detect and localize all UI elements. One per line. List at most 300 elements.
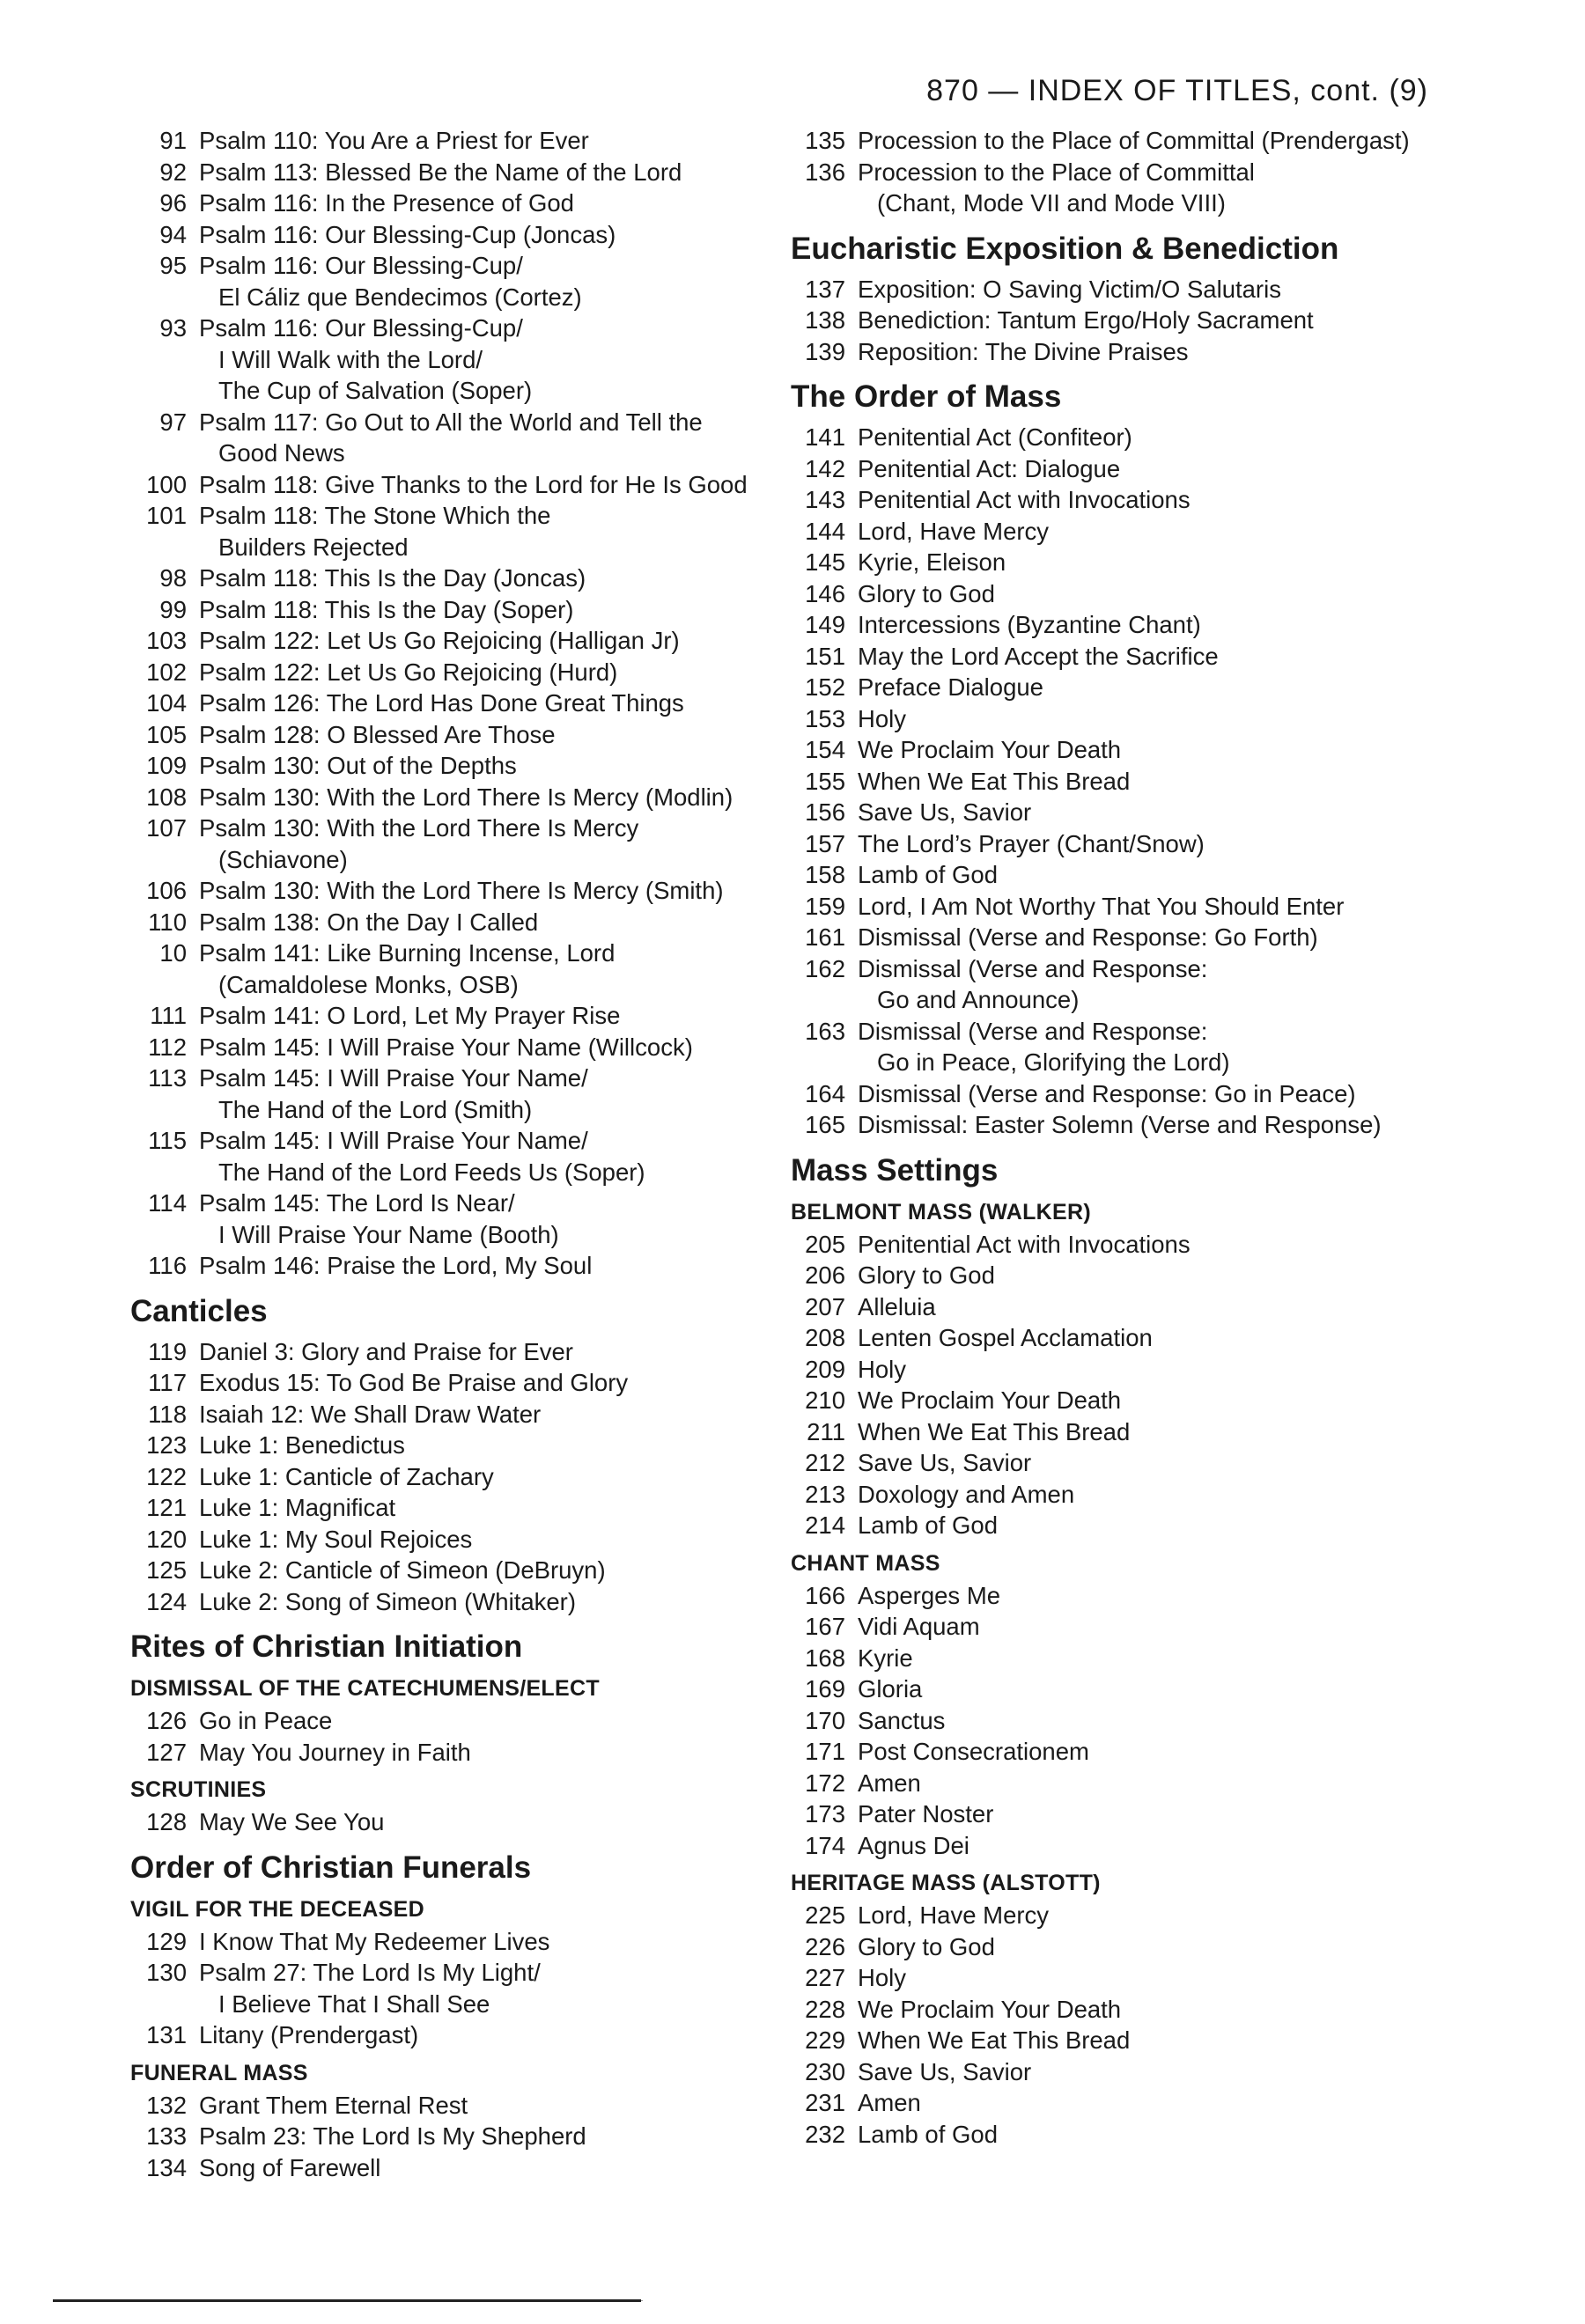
index-entry <box>791 484 1460 516</box>
entry-title: The Hand of the Lord Feeds Us (Soper) <box>218 1158 645 1186</box>
index-entry <box>130 1586 782 1618</box>
index-entry <box>130 594 782 626</box>
index-entry <box>130 750 782 782</box>
index-entry <box>130 1367 782 1399</box>
index-entry-continuation <box>130 1157 782 1188</box>
entry-number: 128 <box>146 1808 187 1835</box>
entry-number: 155 <box>805 767 845 795</box>
entry-number: 168 <box>805 1644 845 1672</box>
entry-title: Psalm 126: The Lord Has Done Great Things <box>199 689 684 717</box>
entry-title: When We Eat This Bread <box>858 2026 1131 2054</box>
footer-rule <box>53 2299 641 2302</box>
entry-number: 136 <box>805 158 845 186</box>
index-entry <box>791 1643 1460 1674</box>
index-entry <box>791 336 1460 368</box>
entry-number: 135 <box>805 127 845 154</box>
entry-number: 151 <box>805 642 845 670</box>
committal-list <box>791 125 1460 219</box>
entry-number: 149 <box>805 611 845 638</box>
entry-title: El Cáliz que Bendecimos (Cortez) <box>218 283 582 311</box>
index-entry <box>130 1492 782 1524</box>
index-entry <box>791 1705 1460 1737</box>
entry-number: 99 <box>159 595 187 623</box>
entry-number: 102 <box>146 658 187 686</box>
rites-heading: Rites of Christian Initiation <box>130 1629 523 1664</box>
entry-number: 166 <box>805 1581 845 1609</box>
entry-title: Glory to God <box>858 579 995 607</box>
entry-number: 139 <box>805 337 845 365</box>
index-entry <box>791 2119 1460 2151</box>
index-entry <box>791 1479 1460 1511</box>
entry-title: (Chant, Mode VII and Mode VIII) <box>877 189 1226 217</box>
funeral-mass-subheading: FUNERAL MASS <box>130 2060 308 2085</box>
entry-number: 117 <box>148 1369 187 1396</box>
entry-title: Kyrie, Eleison <box>858 548 1006 576</box>
dismissal-subheading: DISMISSAL OF THE CATECHUMENS/ELECT <box>130 1676 600 1701</box>
entry-number: 227 <box>805 1964 845 1991</box>
index-entry <box>791 641 1460 673</box>
entry-title: May the Lord Accept the Sacrifice <box>858 642 1219 670</box>
entry-number: 205 <box>805 1230 845 1258</box>
index-entry <box>130 813 782 844</box>
index-entry <box>791 1109 1460 1141</box>
entry-title: Gloria <box>858 1675 923 1703</box>
index-entry <box>791 859 1460 891</box>
entry-number: 163 <box>805 1017 845 1045</box>
entry-title: Lord, Have Mercy <box>858 517 1050 545</box>
index-entry <box>791 1673 1460 1705</box>
index-entry <box>130 907 782 938</box>
entry-title: We Proclaim Your Death <box>858 736 1122 763</box>
index-entry <box>791 672 1460 703</box>
index-entry <box>130 1705 782 1737</box>
index-entry <box>130 2090 782 2122</box>
entry-title: Lenten Gospel Acclamation <box>858 1324 1153 1351</box>
entry-number: 113 <box>148 1064 187 1092</box>
entry-title: Psalm 110: You Are a Priest for Ever <box>199 127 589 154</box>
entry-title: Psalm 128: O Blessed Are Those <box>199 720 556 748</box>
index-entry <box>791 609 1460 641</box>
heritage-subheading: HERITAGE MASS (ALSTOTT) <box>791 1871 1101 1895</box>
entry-number: 104 <box>146 689 187 717</box>
entry-title: We Proclaim Your Death <box>858 1995 1122 2023</box>
index-entry-continuation <box>130 969 782 1001</box>
entry-number: 153 <box>805 704 845 732</box>
entry-title: Good News <box>218 439 345 467</box>
index-entry <box>791 1447 1460 1479</box>
entry-title: We Proclaim Your Death <box>858 1386 1122 1414</box>
entry-number: 133 <box>146 2122 187 2150</box>
index-entry <box>130 125 782 157</box>
index-entry <box>130 2019 782 2051</box>
entry-title: Save Us, Savior <box>858 1449 1032 1476</box>
entry-title: Litany (Prendergast) <box>199 2021 419 2048</box>
entry-title: Post Consecrationem <box>858 1738 1089 1765</box>
entry-title: Psalm 141: Like Burning Incense, Lord <box>199 939 616 967</box>
index-entry <box>130 1032 782 1063</box>
entry-number: 167 <box>805 1613 845 1640</box>
entry-title: Asperges Me <box>858 1581 1001 1609</box>
index-entry <box>791 125 1460 157</box>
entry-number: 157 <box>805 829 845 857</box>
entry-title: Psalm 118: This Is the Day (Joncas) <box>199 564 586 592</box>
entry-number: 173 <box>805 1800 845 1828</box>
index-entry-continuation <box>130 1989 782 2020</box>
index-entry <box>791 1354 1460 1386</box>
index-entry <box>791 305 1460 336</box>
index-entry-continuation <box>130 375 782 407</box>
entry-title: Go and Announce) <box>877 986 1080 1013</box>
entry-number: 94 <box>159 220 187 248</box>
index-entry <box>791 766 1460 798</box>
index-entry <box>130 469 782 501</box>
entry-title: Isaiah 12: We Shall Draw Water <box>199 1400 542 1428</box>
index-entry-continuation <box>791 188 1460 219</box>
entry-title: Kyrie <box>858 1644 913 1672</box>
index-entry <box>791 1322 1460 1354</box>
entry-number: 106 <box>146 877 187 904</box>
entry-title: Psalm 116: In the Presence of God <box>199 189 574 217</box>
entry-number: 141 <box>805 423 845 451</box>
entry-title: Psalm 117: Go Out to All the World and Tell the <box>199 408 703 436</box>
index-entry <box>791 828 1460 860</box>
index-entry <box>130 625 782 657</box>
entry-number: 118 <box>148 1400 187 1428</box>
entry-title: Psalm 116: Our Blessing-Cup/ <box>199 314 523 342</box>
entry-title: Psalm 130: With the Lord There Is Mercy <box>199 814 639 842</box>
index-entry <box>130 657 782 688</box>
entry-title: Lord, I Am Not Worthy That You Should Enter <box>858 892 1345 920</box>
entry-title: Grant Them Eternal Rest <box>199 2091 468 2119</box>
chant-subheading: CHANT MASS <box>791 1550 940 1576</box>
entry-number: 159 <box>805 892 845 920</box>
entry-number: 110 <box>148 908 187 936</box>
entry-number: 115 <box>148 1127 187 1154</box>
entry-title: Amen <box>858 1769 921 1797</box>
entry-title: Save Us, Savior <box>858 2057 1032 2085</box>
entry-number: 93 <box>159 314 187 342</box>
entry-title: Sanctus <box>858 1706 946 1734</box>
entry-title: Psalm 130: With the Lord There Is Mercy (Smith) <box>199 877 724 904</box>
entry-title: Go in Peace <box>199 1707 333 1734</box>
index-entry <box>791 274 1460 305</box>
entry-title: Lord, Have Mercy <box>858 1901 1050 1929</box>
entry-title: Builders Rejected <box>218 533 409 561</box>
right-column <box>791 125 1460 2150</box>
entry-number: 119 <box>148 1337 187 1365</box>
entry-title: Psalm 130: With the Lord There Is Mercy (Modlin) <box>199 783 734 811</box>
entry-number: 120 <box>146 1525 187 1553</box>
index-entry <box>130 188 782 219</box>
entry-title: Psalm 145: The Lord Is Near/ <box>199 1189 515 1217</box>
index-entry <box>791 1291 1460 1323</box>
index-entry <box>130 1336 782 1368</box>
entry-title: I Will Praise Your Name (Booth) <box>218 1220 559 1248</box>
index-entry-continuation <box>130 1094 782 1126</box>
entry-title: Holy <box>858 1964 907 1991</box>
index-entry <box>791 953 1460 985</box>
index-entry <box>130 1430 782 1461</box>
index-entry-continuation <box>130 438 782 469</box>
entry-title: (Camaldolese Monks, OSB) <box>218 970 519 998</box>
entry-title: Song of Farewell <box>199 2153 381 2181</box>
scrutinies-list <box>130 1806 782 1838</box>
footer-rule-tail <box>641 2300 643 2301</box>
index-entry <box>130 719 782 751</box>
entry-title: Psalm 118: This Is the Day (Soper) <box>199 595 574 623</box>
entry-title: Exodus 15: To God Be Praise and Glory <box>199 1369 629 1396</box>
entry-title: May You Journey in Faith <box>199 1738 471 1766</box>
canticles-list <box>130 1336 782 1618</box>
entry-number: 165 <box>805 1111 845 1138</box>
entry-title: The Hand of the Lord (Smith) <box>218 1095 533 1123</box>
index-entry <box>130 1063 782 1094</box>
entry-number: 152 <box>805 673 845 701</box>
entry-number: 145 <box>805 548 845 576</box>
index-entry <box>791 922 1460 953</box>
entry-number: 134 <box>146 2153 187 2181</box>
index-entry-continuation <box>130 1219 782 1251</box>
entry-number: 229 <box>805 2026 845 2054</box>
entry-number: 92 <box>159 158 187 186</box>
entry-number: 111 <box>150 1002 187 1029</box>
entry-number: 131 <box>146 2021 187 2048</box>
entry-title: Psalm 146: Praise the Lord, My Soul <box>199 1252 593 1279</box>
index-entry <box>791 2087 1460 2119</box>
entry-number: 164 <box>805 1079 845 1107</box>
index-entry <box>130 688 782 719</box>
entry-number: 137 <box>805 275 845 303</box>
entry-title: The Lord’s Prayer (Chant/Snow) <box>858 829 1205 857</box>
entry-title: Save Us, Savior <box>858 798 1032 826</box>
entry-number: 156 <box>805 798 845 826</box>
entry-number: 174 <box>805 1831 845 1859</box>
entry-number: 162 <box>805 954 845 982</box>
index-entry <box>791 1385 1460 1416</box>
index-entry <box>791 1611 1460 1643</box>
entry-number: 10 <box>159 939 187 967</box>
entry-title: Dismissal (Verse and Response: <box>858 1017 1208 1045</box>
entry-title: Dismissal: Easter Solemn (Verse and Response) <box>858 1111 1382 1138</box>
entry-title: Lamb of God <box>858 1511 998 1539</box>
entry-number: 109 <box>146 752 187 779</box>
entry-number: 144 <box>805 517 845 545</box>
chant-list <box>791 1580 1460 1862</box>
index-entry <box>130 1524 782 1555</box>
index-entry <box>130 782 782 813</box>
entry-title: Psalm 138: On the Day I Called <box>199 908 539 936</box>
index-entry <box>791 1229 1460 1261</box>
index-entry <box>130 1957 782 1989</box>
index-entry <box>791 422 1460 453</box>
entry-number: 121 <box>146 1494 187 1521</box>
entry-title: Luke 1: Magnificat <box>199 1494 396 1521</box>
entry-number: 225 <box>805 1901 845 1929</box>
entry-number: 206 <box>805 1261 845 1289</box>
index-entry <box>130 1926 782 1958</box>
entry-title: Luke 2: Canticle of Simeon (DeBruyn) <box>199 1556 606 1584</box>
entry-number: 126 <box>146 1707 187 1734</box>
entry-number: 230 <box>805 2057 845 2085</box>
entry-number: 161 <box>805 923 845 951</box>
entry-title: Agnus Dei <box>858 1831 969 1859</box>
vigil-list <box>130 1926 782 2051</box>
entry-number: 208 <box>805 1324 845 1351</box>
eucharistic-list <box>791 274 1460 368</box>
psalms-list <box>130 125 782 1282</box>
order-of-mass-heading: The Order of Mass <box>791 379 1062 414</box>
entry-number: 211 <box>807 1417 845 1445</box>
entry-title: Amen <box>858 2089 921 2116</box>
entry-number: 172 <box>805 1769 845 1797</box>
entry-title: Penitential Act with Invocations <box>858 1230 1191 1258</box>
entry-number: 127 <box>146 1738 187 1766</box>
index-entry <box>791 1900 1460 1931</box>
entry-title: The Cup of Salvation (Soper) <box>218 377 533 404</box>
index-entry <box>791 1580 1460 1612</box>
entry-title: Procession to the Place of Committal <box>858 158 1255 186</box>
entry-number: 228 <box>805 1995 845 2023</box>
index-entry-continuation <box>791 1047 1460 1078</box>
entry-title: Psalm 141: O Lord, Let My Prayer Rise <box>199 1002 621 1029</box>
page-header: 870 — INDEX OF TITLES, cont. (9) <box>926 74 1428 107</box>
funerals-heading: Order of Christian Funerals <box>130 1850 532 1885</box>
index-entry <box>791 1016 1460 1048</box>
entry-number: 231 <box>805 2089 845 2116</box>
index-entry <box>791 578 1460 610</box>
entry-title: Intercessions (Byzantine Chant) <box>858 611 1201 638</box>
entry-title: Go in Peace, Glorifying the Lord) <box>877 1048 1230 1076</box>
index-entry-continuation <box>791 984 1460 1016</box>
entry-title: Luke 1: My Soul Rejoices <box>199 1525 473 1553</box>
entry-title: Preface Dialogue <box>858 673 1043 701</box>
entry-number: 226 <box>805 1932 845 1960</box>
entry-number: 207 <box>805 1292 845 1320</box>
entry-number: 154 <box>805 736 845 763</box>
entry-title: I Will Walk with the Lord/ <box>218 345 483 373</box>
entry-number: 108 <box>146 783 187 811</box>
entry-number: 125 <box>146 1556 187 1584</box>
index-entry <box>130 938 782 969</box>
entry-title: Lamb of God <box>858 861 998 888</box>
index-entry <box>130 563 782 594</box>
entry-number: 122 <box>146 1462 187 1490</box>
index-entry-continuation <box>130 844 782 876</box>
entry-title: Psalm 145: I Will Praise Your Name/ <box>199 1064 588 1092</box>
entry-title: Procession to the Place of Committal (Prendergast) <box>858 127 1410 154</box>
entry-title: Glory to God <box>858 1932 995 1960</box>
vigil-subheading: VIGIL FOR THE DECEASED <box>130 1896 424 1922</box>
belmont-list <box>791 1229 1460 1541</box>
entry-number: 158 <box>805 861 845 888</box>
entry-title: Psalm 145: I Will Praise Your Name/ <box>199 1127 588 1154</box>
index-entry <box>130 407 782 438</box>
entry-title: I Believe That I Shall See <box>218 1989 490 2018</box>
entry-title: Psalm 122: Let Us Go Rejoicing (Hurd) <box>199 658 618 686</box>
entry-title: Dismissal (Verse and Response: Go Forth) <box>858 923 1318 951</box>
entry-title: Penitential Act with Invocations <box>858 486 1191 513</box>
index-entry <box>130 313 782 344</box>
entry-title: Lamb of God <box>858 2120 998 2148</box>
entry-number: 143 <box>805 486 845 513</box>
index-entry-continuation <box>130 282 782 313</box>
left-column <box>130 125 782 2183</box>
entry-number: 129 <box>146 1927 187 1955</box>
entry-title: Psalm 118: Give Thanks to the Lord for He Is Good <box>199 470 748 498</box>
entry-number: 142 <box>805 454 845 482</box>
index-entry <box>791 891 1460 923</box>
index-entry <box>791 1736 1460 1768</box>
entry-title: Holy <box>858 1355 907 1383</box>
entry-number: 98 <box>159 564 187 592</box>
index-entry <box>130 1125 782 1157</box>
mass-settings-heading: Mass Settings <box>791 1152 999 1188</box>
entry-title: Glory to God <box>858 1261 995 1289</box>
index-entry <box>791 1260 1460 1291</box>
index-entry <box>130 1806 782 1838</box>
entry-number: 138 <box>805 306 845 334</box>
index-entry <box>130 1000 782 1032</box>
entry-number: 130 <box>146 1959 187 1986</box>
index-entry <box>130 1399 782 1430</box>
entry-number: 171 <box>805 1738 845 1765</box>
entry-title: May We See You <box>199 1808 385 1835</box>
index-entry <box>791 1931 1460 1963</box>
entry-title: Psalm 23: The Lord Is My Shepherd <box>199 2122 586 2150</box>
eucharistic-heading: Eucharistic Exposition & Benediction <box>791 231 1339 266</box>
index-entry <box>791 157 1460 188</box>
entry-title: Holy <box>858 704 907 732</box>
entry-title: Daniel 3: Glory and Praise for Ever <box>199 1337 573 1365</box>
index-entry <box>791 1768 1460 1799</box>
entry-number: 210 <box>805 1386 845 1414</box>
entry-title: Penitential Act: Dialogue <box>858 454 1121 482</box>
index-entry-continuation <box>130 344 782 376</box>
entry-title: When We Eat This Bread <box>858 767 1131 795</box>
index-entry <box>791 1994 1460 2026</box>
index-entry <box>791 1830 1460 1862</box>
index-entry <box>130 250 782 282</box>
entry-title: Psalm 27: The Lord Is My Light/ <box>199 1959 541 1986</box>
entry-number: 107 <box>146 814 187 842</box>
entry-title: Psalm 122: Let Us Go Rejoicing (Halligan Jr) <box>199 627 680 654</box>
funeral-mass-list <box>130 2090 782 2184</box>
index-entry <box>130 2152 782 2184</box>
index-entry <box>130 2121 782 2152</box>
index-entry <box>130 500 782 532</box>
index-entry <box>791 2025 1460 2056</box>
dismissal-list <box>130 1705 782 1768</box>
index-entry <box>791 453 1460 485</box>
belmont-subheading: BELMONT MASS (WALKER) <box>791 1199 1091 1225</box>
index-entry <box>791 516 1460 548</box>
entry-number: 123 <box>146 1431 187 1459</box>
index-entry <box>130 1737 782 1769</box>
entry-number: 101 <box>146 502 187 529</box>
entry-title: Psalm 145: I Will Praise Your Name (Willcock) <box>199 1033 693 1061</box>
index-entry <box>791 1510 1460 1541</box>
canticles-heading: Canticles <box>130 1293 268 1328</box>
entry-number: 95 <box>159 252 187 279</box>
entry-title: Benediction: Tantum Ergo/Holy Sacrament <box>858 306 1314 334</box>
index-entry <box>130 875 782 907</box>
index-entry <box>130 157 782 188</box>
entry-title: Exposition: O Saving Victim/O Salutaris <box>858 275 1281 303</box>
entry-title: Luke 2: Song of Simeon (Whitaker) <box>199 1587 576 1615</box>
entry-title: Vidi Aquam <box>858 1613 980 1640</box>
entry-number: 169 <box>805 1675 845 1703</box>
entry-number: 209 <box>805 1355 845 1383</box>
